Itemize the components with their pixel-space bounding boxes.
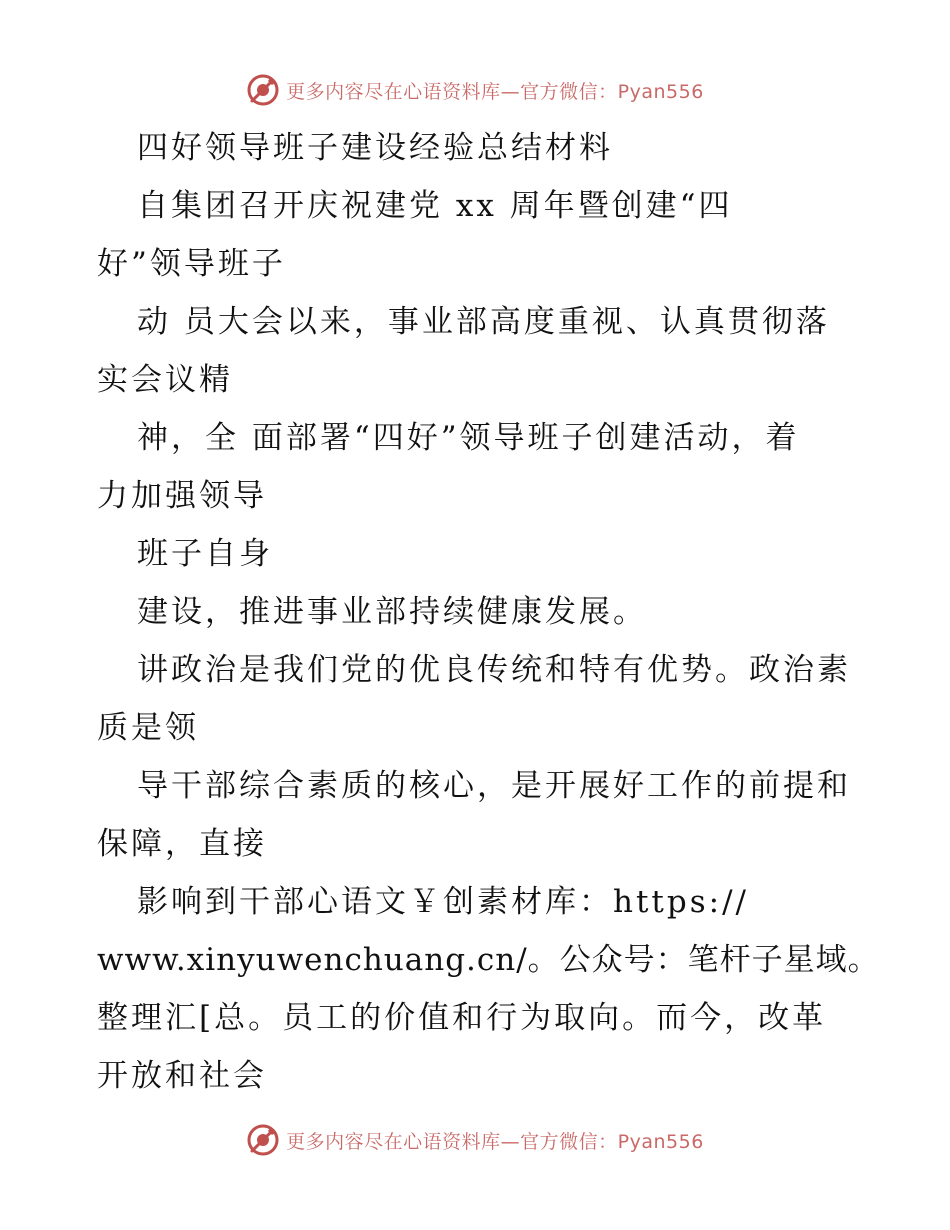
header-banner-text: 更多内容尽在心语资料库—官方微信：Pyan556 bbox=[286, 80, 704, 103]
text-line: 整理汇[总。员工的价值和行为取向。而今，改革 bbox=[97, 1000, 827, 1036]
text-line: 动 员大会以来，事业部高度重视、认真贯彻落 bbox=[137, 304, 830, 340]
footer-banner bbox=[0, 1120, 950, 1160]
header-banner bbox=[0, 70, 950, 110]
text-line: 影响到干部心语文￥创素材库：https:// bbox=[137, 884, 749, 920]
text-line: 班子自身 bbox=[137, 536, 273, 572]
text-line: 保障，直接 bbox=[97, 826, 267, 862]
text-line: 实会议精 bbox=[97, 362, 233, 398]
text-line: 讲政治是我们党的优良传统和特有优势。政治素 bbox=[137, 652, 851, 688]
pen-logo-icon bbox=[246, 1123, 280, 1157]
text-line: 好”领导班子 bbox=[97, 246, 286, 282]
text-line: 开放和社会 bbox=[97, 1058, 267, 1094]
pen-logo-icon bbox=[246, 73, 280, 107]
text-line: 力加强领导 bbox=[97, 478, 267, 514]
text-line: 导干部综合素质的核心，是开展好工作的前提和 bbox=[137, 768, 851, 804]
text-line: 神，全 面部署“四好”领导班子创建活动，着 bbox=[137, 420, 800, 456]
text-line: 自集团召开庆祝建党 xx 周年暨创建“四 bbox=[137, 188, 733, 224]
text-line: 质是领 bbox=[97, 710, 199, 746]
text-line: 建设，推进事业部持续健康发展。 bbox=[137, 594, 647, 630]
text-line-url: www.xinyuwenchuang.cn/。公众号：笔杆子星域。 bbox=[97, 942, 880, 978]
footer-banner-text: 更多内容尽在心语资料库—官方微信：Pyan556 bbox=[286, 1130, 704, 1153]
document-title: 四好领导班子建设经验总结材料 bbox=[137, 130, 613, 166]
